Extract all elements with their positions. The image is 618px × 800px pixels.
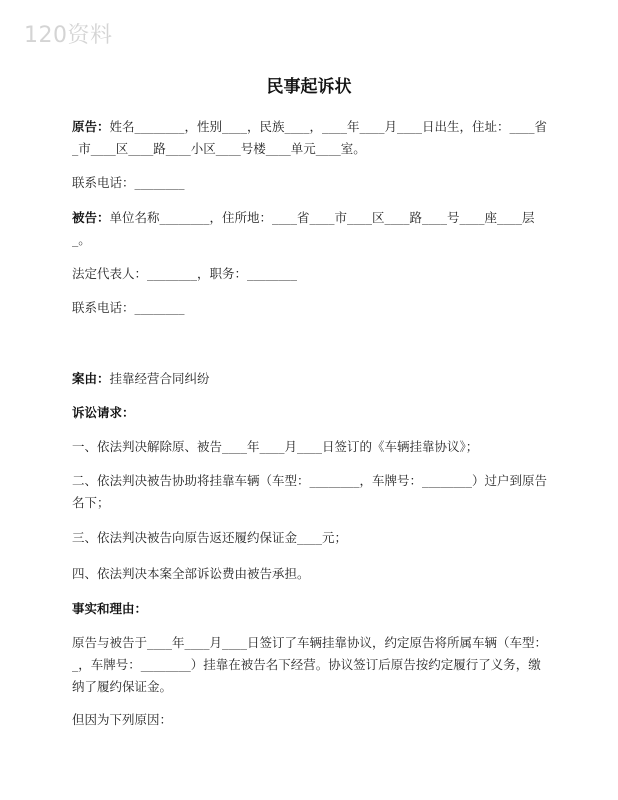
document-title: 民事起诉状 — [266, 77, 352, 97]
case-cause-text: 挂靠经营合同纠纷 — [109, 371, 210, 386]
facts-paragraph: 原告与被告于____年____月____日签订了车辆挂靠协议，约定原告将所属车辆（车型：_，车牌号：________）挂靠在被告名下经营。协议签订后原告按约定履行了义务，缴纳了履约保证金。 — [72, 635, 548, 694]
claim-item: 二、依法判决被告协助将挂靠车辆（车型：________，车牌号：________）过户到原告名下； — [72, 473, 548, 510]
claim-item: 四、依法判决本案全部诉讼费由被告承担。 — [72, 566, 310, 581]
plaintiff-details: 姓名________，性别____，民族____，____年____月____日出生，住址：____省_市____区____路____小区____号楼____单元____室。 — [72, 119, 548, 156]
watermark-logo: 120资料 — [24, 23, 113, 48]
plaintiff-label: 原告： — [72, 119, 110, 134]
defendant-details: 单位名称________，住所地：____省____市____区____路____号____座____层_。 — [72, 210, 535, 247]
plaintiff-phone: 联系电话：________ — [72, 175, 185, 190]
defendant-representative: 法定代表人：________，职务：________ — [72, 266, 298, 281]
defendant-label: 被告： — [72, 210, 110, 225]
defendant-info — [72, 207, 550, 251]
claim-item: 一、依法判决解除原、被告____年____月____日签订的《车辆挂靠协议》； — [72, 439, 479, 454]
facts-heading: 事实和理由： — [72, 601, 148, 616]
plaintiff-info — [72, 116, 550, 160]
facts-paragraph: 但因为下列原因： — [72, 712, 173, 727]
claim-item: 三、依法判决被告向原告返还履约保证金____元； — [72, 530, 348, 545]
claims-heading: 诉讼请求： — [72, 405, 135, 420]
case-cause — [72, 368, 550, 390]
defendant-phone: 联系电话：________ — [72, 300, 185, 315]
case-cause-label: 案由： — [72, 371, 110, 386]
